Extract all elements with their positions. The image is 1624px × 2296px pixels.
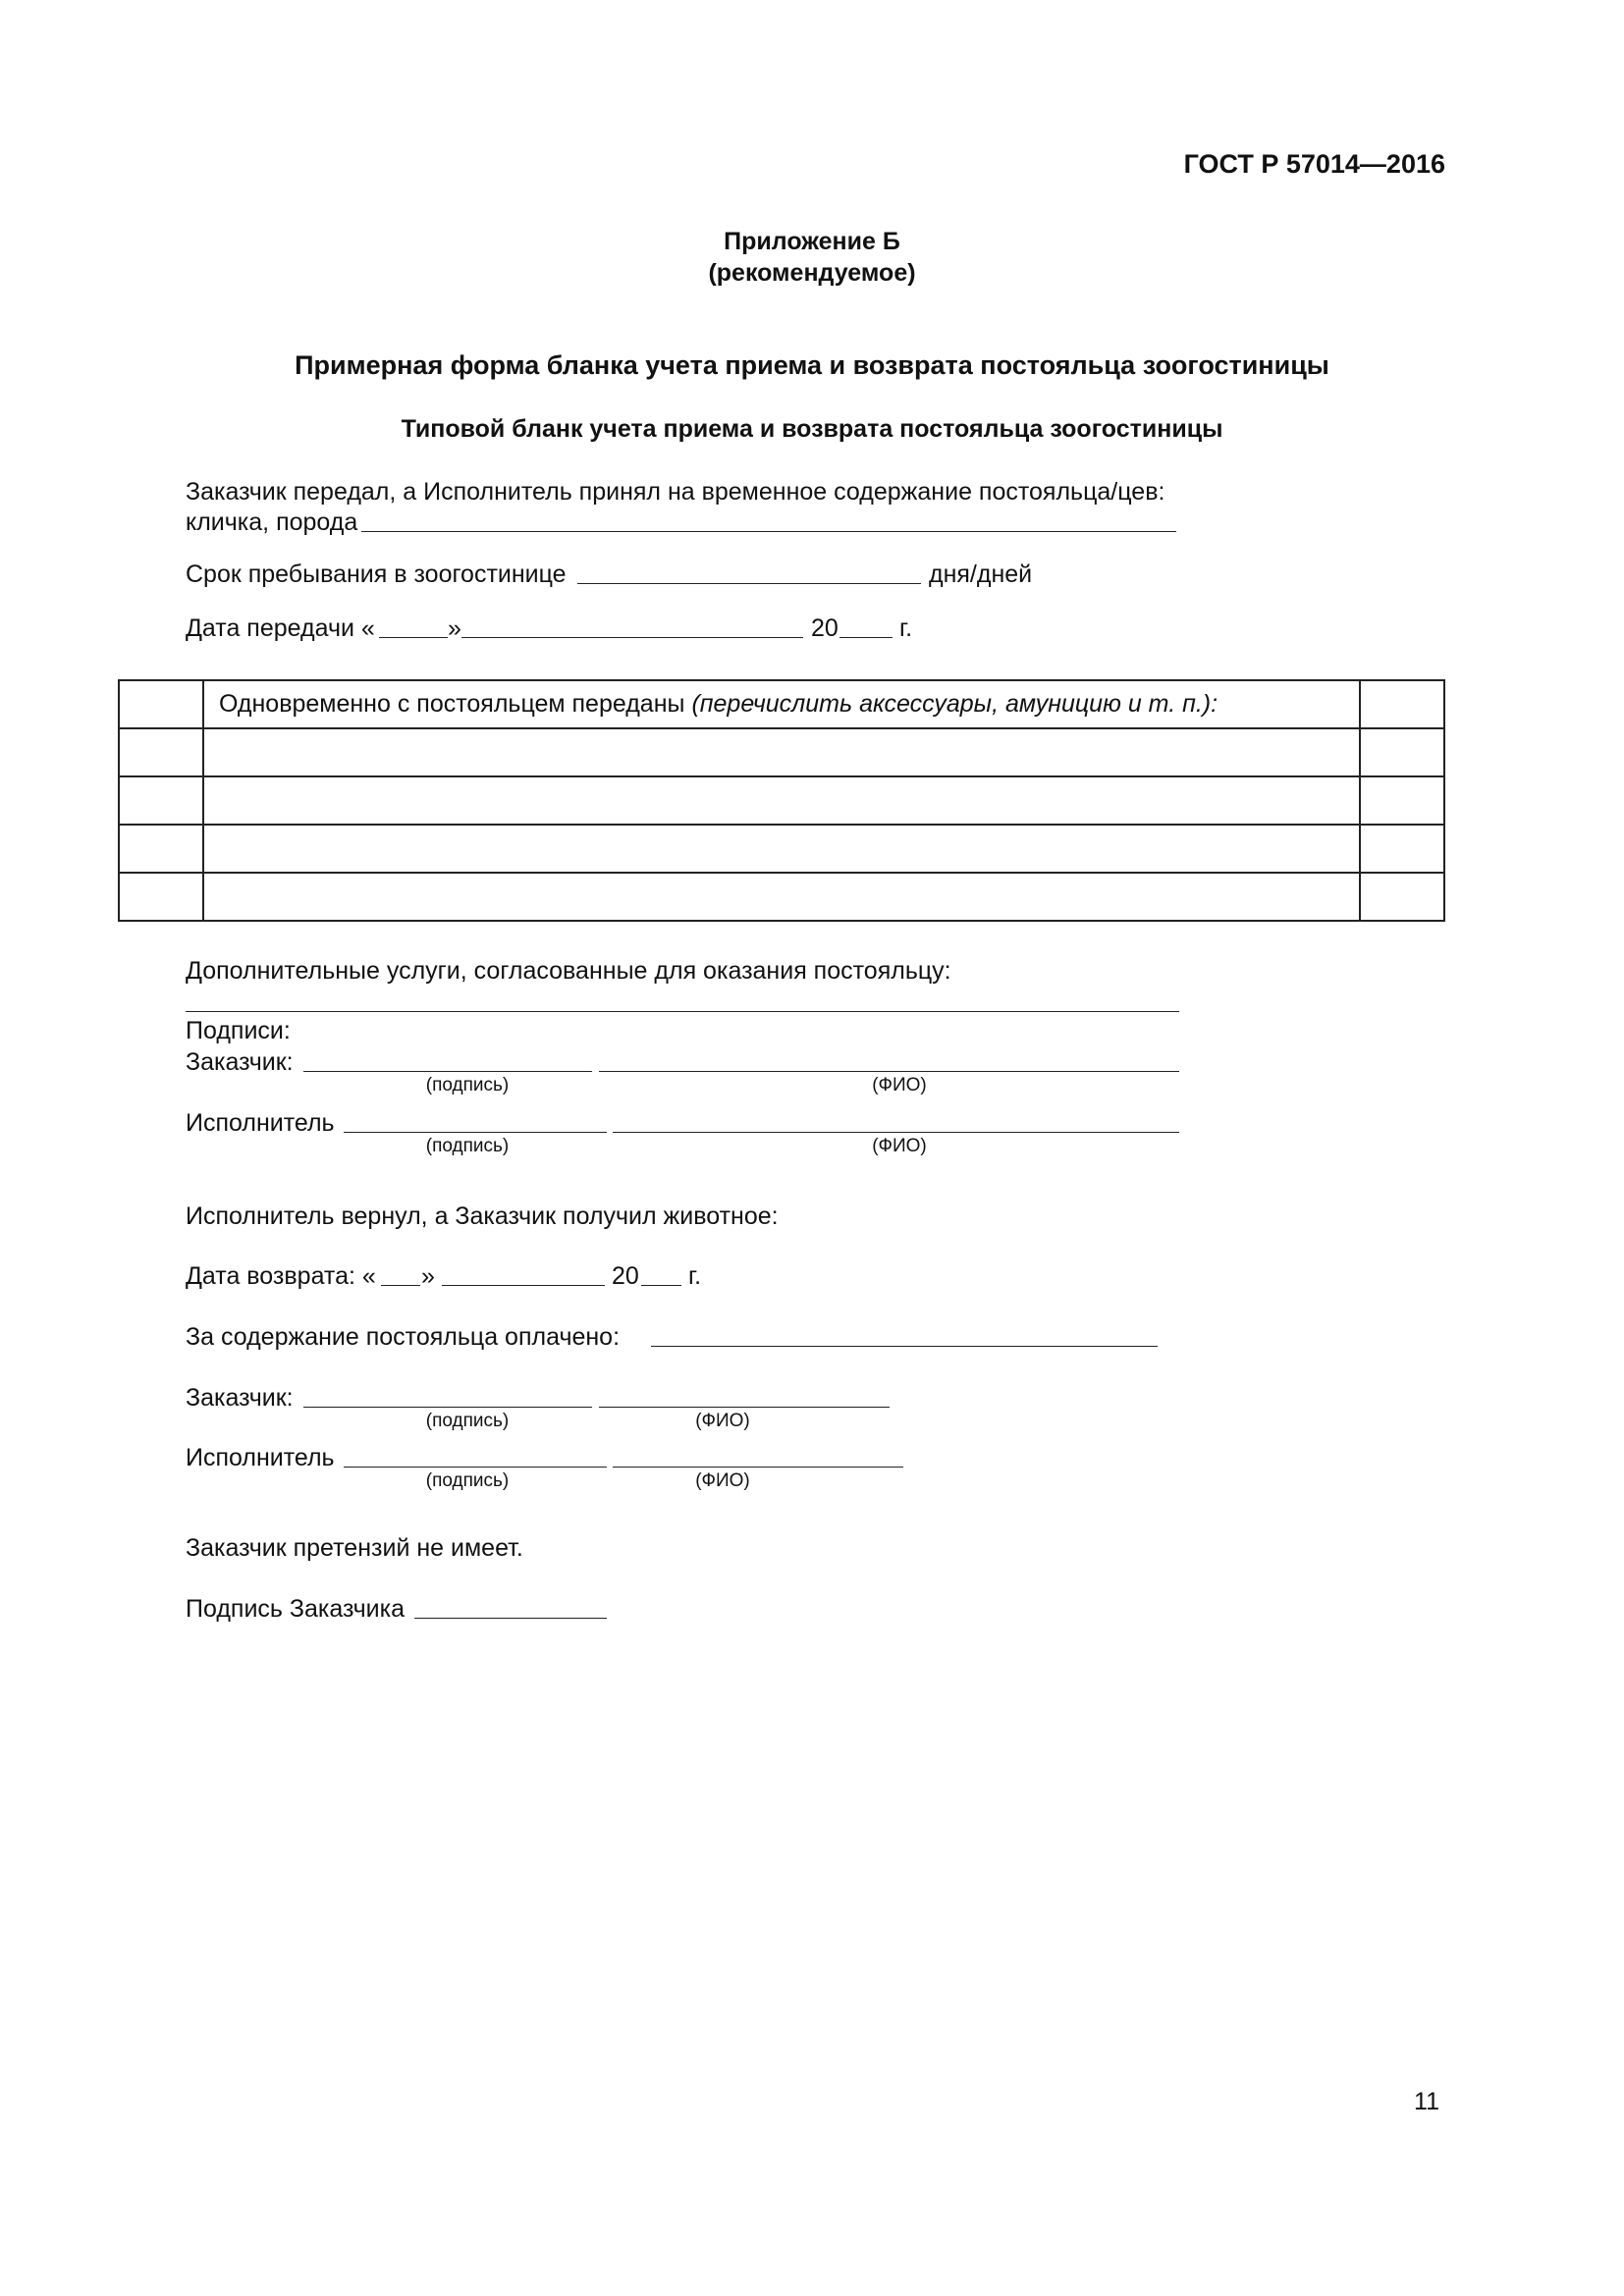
transfer-year-prefix: 20	[811, 614, 839, 642]
signature-caption: (подпись)	[425, 1075, 510, 1095]
table-cell-quantity[interactable]	[1360, 873, 1444, 921]
customer-label: Заказчик:	[186, 1048, 294, 1076]
return-date-label: Дата возврата: «	[186, 1262, 376, 1290]
table-cell-item[interactable]	[203, 728, 1360, 776]
return-customer-label: Заказчик:	[186, 1384, 294, 1412]
page-number: 11	[1414, 2088, 1439, 2115]
stay-label: Срок пребывания в зоогостинице	[186, 561, 567, 588]
table-row	[119, 728, 1444, 776]
appendix-status: (рекомендуемое)	[708, 259, 916, 287]
return-month-field[interactable]	[442, 1285, 605, 1286]
stay-field[interactable]	[577, 583, 921, 584]
accessories-header-note: (перечислить аксессуары, амуницию и т. п.):	[691, 690, 1218, 718]
return-date-close-quote: »	[421, 1262, 435, 1290]
return-customer-signature-field[interactable]	[303, 1407, 592, 1408]
table-cell-quantity[interactable]	[1360, 728, 1444, 776]
signature-caption: (подпись)	[425, 1136, 510, 1156]
return-year-field[interactable]	[641, 1285, 681, 1286]
signature-caption: (подпись)	[425, 1470, 510, 1491]
form-subtitle: Типовой бланк учета приема и возврата постояльца зоогостиницы	[401, 415, 1223, 443]
transfer-date-label: Дата передачи «	[186, 614, 375, 642]
return-executor-signature-field[interactable]	[344, 1467, 607, 1468]
transfer-year-field[interactable]	[839, 637, 893, 638]
table-row	[119, 873, 1444, 921]
table-cell-number[interactable]	[119, 680, 203, 728]
table-row	[119, 776, 1444, 825]
transfer-intro: Заказчик передал, а Исполнитель принял на временное содержание постояльца/цев:	[186, 478, 1165, 506]
table-header-cell	[203, 680, 1360, 728]
customer-final-signature-field[interactable]	[414, 1618, 607, 1619]
executor-label: Исполнитель	[186, 1109, 335, 1137]
name-breed-label: кличка, порода	[186, 508, 358, 536]
table-cell-quantity[interactable]	[1360, 680, 1444, 728]
return-intro: Исполнитель вернул, а Заказчик получил животное:	[186, 1202, 779, 1230]
fio-caption: (ФИО)	[695, 1411, 750, 1431]
transfer-month-field[interactable]	[461, 637, 803, 638]
table-cell-item[interactable]	[203, 776, 1360, 825]
appendix-title: Приложение Б	[724, 228, 900, 255]
return-executor-fio-field[interactable]	[613, 1467, 903, 1468]
table-cell-number[interactable]	[119, 873, 203, 921]
fio-caption: (ФИО)	[872, 1136, 927, 1156]
customer-fio-field[interactable]	[599, 1071, 1179, 1072]
return-year-prefix: 20	[612, 1262, 639, 1290]
accessories-table	[118, 679, 1445, 922]
table-header-row	[119, 680, 1444, 728]
table-cell-item[interactable]	[203, 873, 1360, 921]
table-cell-number[interactable]	[119, 728, 203, 776]
signatures-label: Подписи:	[186, 1017, 291, 1044]
executor-fio-field[interactable]	[613, 1132, 1179, 1133]
paid-label: За содержание постояльца оплачено:	[186, 1323, 621, 1351]
return-year-suffix: г.	[688, 1262, 702, 1290]
table-cell-number[interactable]	[119, 776, 203, 825]
fio-caption: (ФИО)	[872, 1075, 927, 1095]
transfer-date-close-quote: »	[448, 614, 461, 642]
executor-signature-field[interactable]	[344, 1132, 607, 1133]
extra-services-label: Дополнительные услуги, согласованные для оказания постояльцу:	[186, 957, 951, 985]
name-breed-field[interactable]	[361, 531, 1176, 532]
standard-number: ГОСТ Р 57014—2016	[1183, 149, 1445, 179]
table-cell-number[interactable]	[119, 825, 203, 873]
return-customer-fio-field[interactable]	[599, 1407, 890, 1408]
extra-services-field[interactable]	[186, 1011, 1179, 1012]
return-executor-label: Исполнитель	[186, 1444, 335, 1471]
paid-field[interactable]	[651, 1346, 1158, 1347]
table-cell-item[interactable]	[203, 825, 1360, 873]
form-title: Примерная форма бланка учета приема и возврата постояльца зоогостиницы	[295, 350, 1329, 380]
customer-final-signature-label: Подпись Заказчика	[186, 1595, 406, 1623]
accessories-header-text: Одновременно с постояльцем переданы	[219, 690, 692, 718]
table-row	[119, 825, 1444, 873]
stay-unit: дня/дней	[929, 561, 1033, 588]
return-day-field[interactable]	[381, 1285, 420, 1286]
signature-caption: (подпись)	[425, 1411, 510, 1431]
customer-signature-field[interactable]	[303, 1071, 592, 1072]
table-cell-quantity[interactable]	[1360, 776, 1444, 825]
fio-caption: (ФИО)	[695, 1470, 750, 1491]
table-cell-quantity[interactable]	[1360, 825, 1444, 873]
transfer-year-suffix: г.	[899, 614, 913, 642]
transfer-day-field[interactable]	[379, 637, 448, 638]
no-claims-text: Заказчик претензий не имеет.	[186, 1534, 523, 1562]
